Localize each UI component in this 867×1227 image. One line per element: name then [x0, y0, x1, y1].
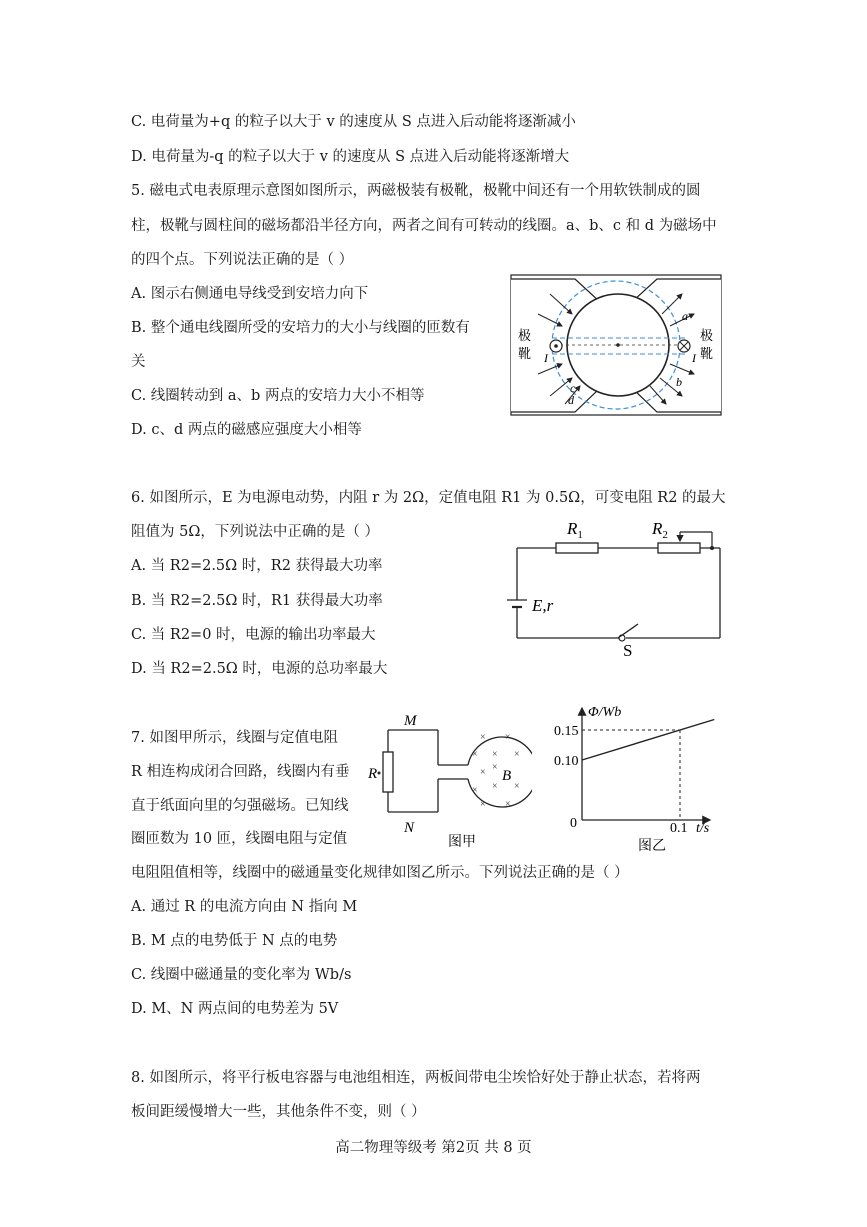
resistor-r — [383, 752, 393, 792]
q6-option-c: C. 当 R2=0 时，电源的输出功率最大 — [131, 627, 376, 643]
caption-yi: 图乙 — [638, 838, 666, 854]
q7-stem-line-5: 电阻阻值相等，线圈中的磁通量变化规律如图乙所示。下列说法正确的是（ ） — [131, 865, 629, 881]
series-line — [582, 720, 714, 761]
y-axis-label: Φ/Wb — [588, 705, 622, 720]
x-axis-label: t/s — [696, 821, 710, 836]
q5-stem-line-2: 柱，极靴与圆柱间的磁场都沿半径方向，两者之间有可转动的线圈。a、b、c 和 d 为磁场中 — [131, 218, 717, 234]
q6-stem-line-2: 阻值为 5Ω，下列说法中正确的是（ ） — [131, 524, 379, 540]
point-c-label: c — [570, 381, 576, 395]
point-a-label: a — [682, 309, 688, 323]
q7-fig-jia — [362, 708, 532, 856]
q5-stem-line-1: 5. 磁电式电表原理示意图如图所示，两磁极装有极靴，极靴中间还有一个用软铁制成的圆 — [131, 183, 701, 199]
svg-text:×: × — [492, 762, 498, 773]
q6-circuit-figure — [500, 510, 735, 660]
q5-option-d: D. c、d 两点的磁感应强度大小相等 — [131, 422, 362, 438]
q4-option-d: D. 电荷量为-q 的粒子以大于 v 的速度从 S 点进入后动能将逐渐增大 — [131, 149, 570, 165]
q5-galvanometer-figure — [510, 274, 722, 417]
y-tick-label: 0.10 — [554, 754, 579, 769]
label-b: B — [502, 768, 512, 784]
r1-resistor — [556, 543, 598, 553]
q7-stem-line-2: R 相连构成闭合回路，线圈内有垂 — [131, 764, 350, 780]
svg-text:×: × — [492, 781, 498, 792]
q7-stem-line-3: 直于纸面向里的匀强磁场。已知线 — [131, 798, 349, 814]
q6-option-d: D. 当 R2=2.5Ω 时，电源的总功率最大 — [131, 661, 388, 677]
r2-rheostat — [658, 543, 700, 553]
svg-text:×: × — [480, 732, 486, 743]
current-left-label: I — [544, 351, 548, 365]
switch-label: S — [623, 641, 633, 660]
left-pole-label-1: 极 — [518, 329, 532, 344]
current-right-label: I — [692, 351, 696, 365]
q7-option-a: A. 通过 R 的电流方向由 N 指向 M — [131, 899, 358, 915]
q7-fig-yi-chart — [552, 698, 732, 858]
right-pole-label-1: 极 — [700, 329, 714, 344]
svg-text:×: × — [505, 799, 511, 810]
svg-text:×: × — [472, 749, 478, 760]
svg-text:×: × — [480, 799, 486, 810]
origin-label: 0 — [570, 816, 577, 831]
svg-text:×: × — [514, 749, 520, 760]
q6-option-b: B. 当 R2=2.5Ω 时，R1 获得最大功率 — [131, 593, 383, 609]
q7-stem-line-4: 圈匝数为 10 匝，线圈电阻与定值 — [131, 831, 348, 847]
source-label: E,r — [532, 596, 554, 615]
q7-option-b: B. M 点的电势低于 N 点的电势 — [131, 933, 338, 949]
svg-text:×: × — [492, 749, 498, 760]
svg-text:×: × — [472, 785, 478, 796]
q5-option-c: C. 线圈转动到 a、b 两点的安培力大小不相等 — [131, 388, 425, 404]
q7-stem-line-1: 7. 如图甲所示，线圈与定值电阻 — [131, 730, 338, 746]
r2-label: $R_2$ — [652, 519, 668, 541]
svg-text:×: × — [514, 781, 520, 792]
q7-option-c: C. 线圈中磁通量的变化率为 Wb/s — [131, 967, 352, 983]
left-pole-label-2: 靴 — [518, 347, 532, 362]
svg-text:×: × — [505, 732, 511, 743]
point-d-label: d — [568, 393, 574, 407]
x-tick-label: 0.1 — [670, 821, 688, 836]
svg-text:×: × — [480, 767, 486, 778]
q5-option-a: A. 图示右侧通电导线受到安培力向下 — [131, 286, 369, 302]
label-r: R — [368, 766, 378, 782]
q8-stem-line-2: 板间距缓慢增大一些，其他条件不变，则（ ） — [131, 1104, 426, 1120]
q5-option-b-line-2: 关 — [131, 354, 146, 370]
y-tick-label: 0.15 — [554, 724, 579, 739]
caption-jia: 图甲 — [448, 834, 476, 850]
point-b-label: b — [676, 375, 682, 389]
q7-option-d: D. M、N 两点间的电势差为 5V — [131, 1001, 339, 1017]
q6-stem-line-1: 6. 如图所示，E 为电源电动势，内阻 r 为 2Ω，定值电阻 R1 为 0.5Ω，可变电阻 R2 的最大 — [131, 490, 726, 506]
q4-option-c: C. 电荷量为+q 的粒子以大于 v 的速度从 S 点进入后动能将逐渐减小 — [131, 114, 576, 130]
label-n: N — [404, 820, 415, 836]
q8-stem-line-1: 8. 如图所示，将平行板电容器与电池组相连，两板间带电尘埃恰好处于静止状态，若将两 — [131, 1070, 701, 1086]
page-footer: 高二物理等级考 第2页 共 8 页 — [335, 1140, 532, 1156]
q5-stem-line-3: 的四个点。下列说法正确的是（ ） — [131, 252, 354, 268]
q6-option-a: A. 当 R2=2.5Ω 时，R2 获得最大功率 — [131, 558, 383, 574]
r1-label: $R_1$ — [567, 519, 583, 541]
label-m: M — [404, 713, 417, 729]
q5-option-b-line-1: B. 整个通电线圈所受的安培力的大小与线圈的匝数有 — [131, 320, 470, 336]
right-pole-label-2: 靴 — [700, 347, 714, 362]
